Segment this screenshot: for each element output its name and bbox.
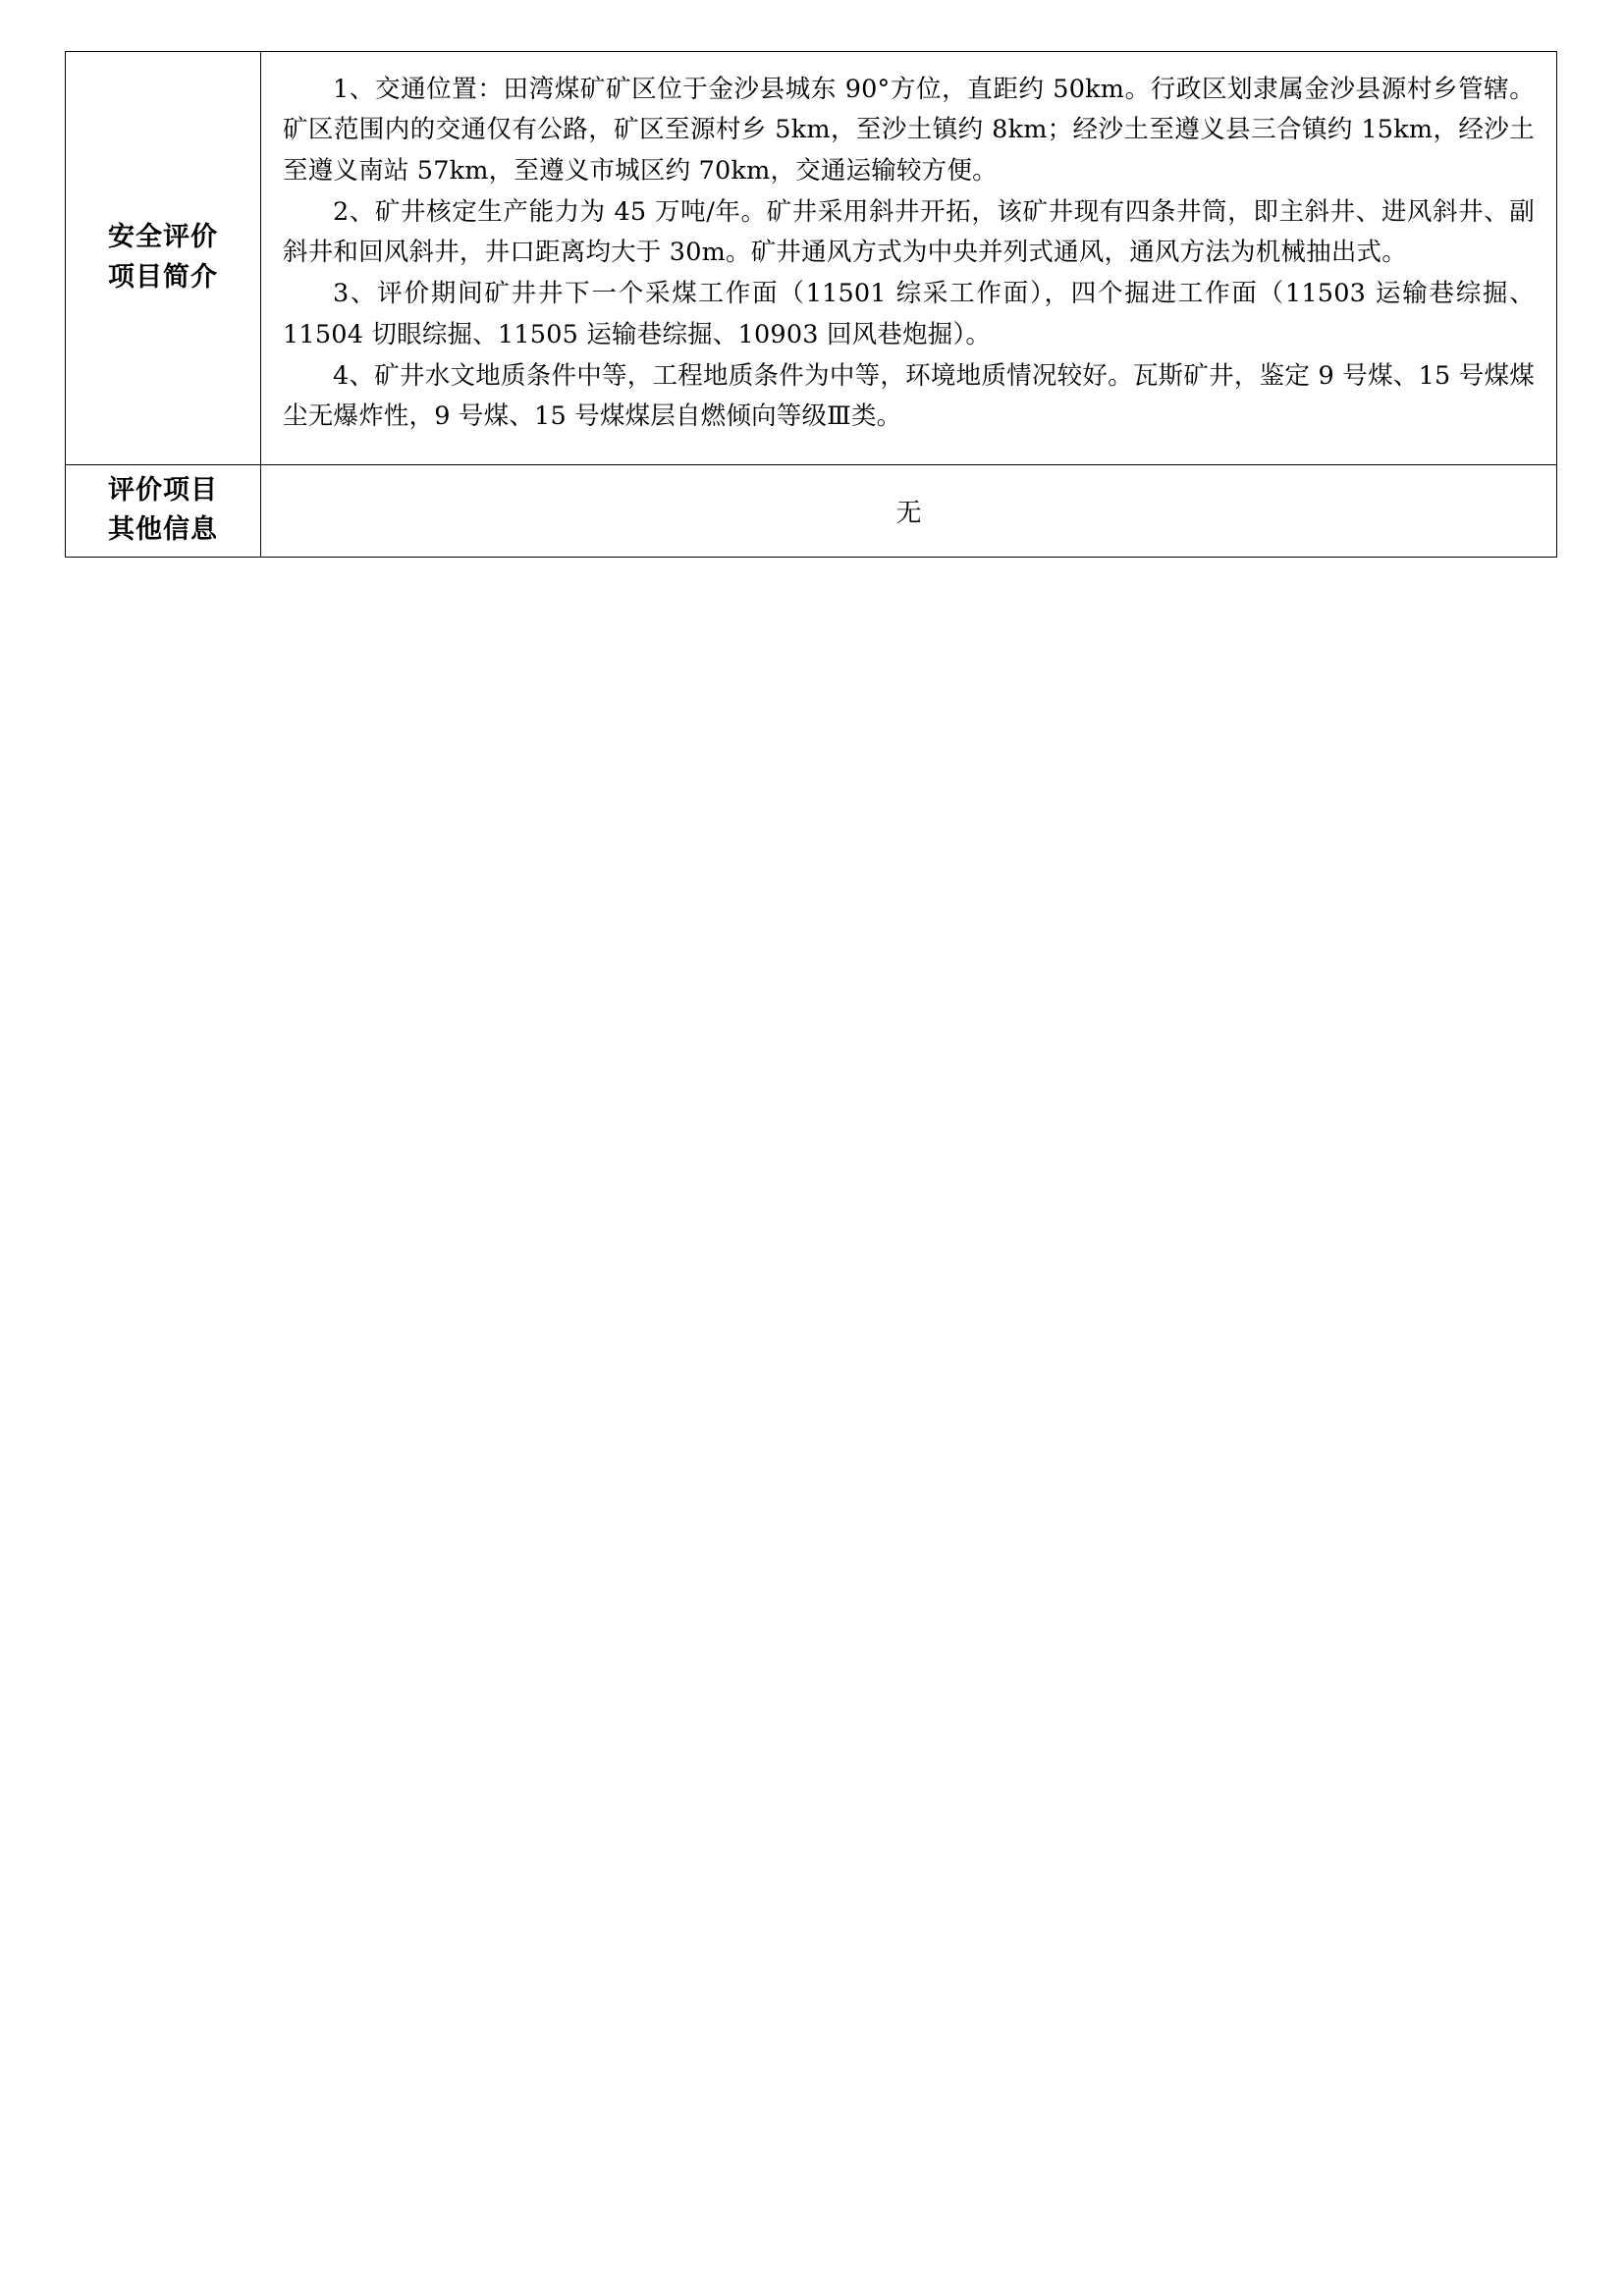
row-content-other-information: 无 xyxy=(261,464,1557,557)
table-row xyxy=(66,52,1557,465)
summary-paragraph-1: 1、交通位置：田湾煤矿矿区位于金沙县城东 90°方位，直距约 50km。行政区划隶属金沙县源村乡管辖。矿区范围内的交通仅有公路，矿区至源村乡 5km，至沙土镇约 8km；经沙土至遵义县三合镇约 15km，经沙土至遵义南站 57km，至遵义市城区约 70km，交通运输较方便。 xyxy=(283,75,1535,186)
label-line: 项目简介 xyxy=(108,261,218,293)
row-label-safety-evaluation-summary xyxy=(66,52,261,465)
row-label-other-information xyxy=(66,464,261,557)
row-content-safety-evaluation-summary xyxy=(261,52,1557,465)
label-line: 评价项目 xyxy=(108,474,218,506)
label-line: 安全评价 xyxy=(108,222,218,253)
label-line: 其他信息 xyxy=(108,514,218,546)
table-row xyxy=(66,464,1557,557)
summary-paragraph-3: 3、评价期间矿井井下一个采煤工作面（11501 综采工作面），四个掘进工作面（11503 运输巷综掘、11504 切眼综掘、11505 运输巷综掘、10903 回风巷炮掘）。 xyxy=(283,279,1535,349)
summary-paragraph-4: 4、矿井水文地质条件中等，工程地质条件为中等，环境地质情况较好。瓦斯矿井，鉴定 9 号煤、15 号煤煤尘无爆炸性，9 号煤、15 号煤煤层自燃倾向等级Ⅲ类。 xyxy=(283,361,1535,432)
project-summary-table xyxy=(65,51,1557,558)
summary-paragraph-2: 2、矿井核定生产能力为 45 万吨/年。矿井采用斜井开拓，该矿井现有四条井筒，即主斜井、进风斜井、副斜井和回风斜井，井口距离均大于 30m。矿井通风方式为中央并列式通风，通风方法为机械抽出式。 xyxy=(283,196,1535,268)
